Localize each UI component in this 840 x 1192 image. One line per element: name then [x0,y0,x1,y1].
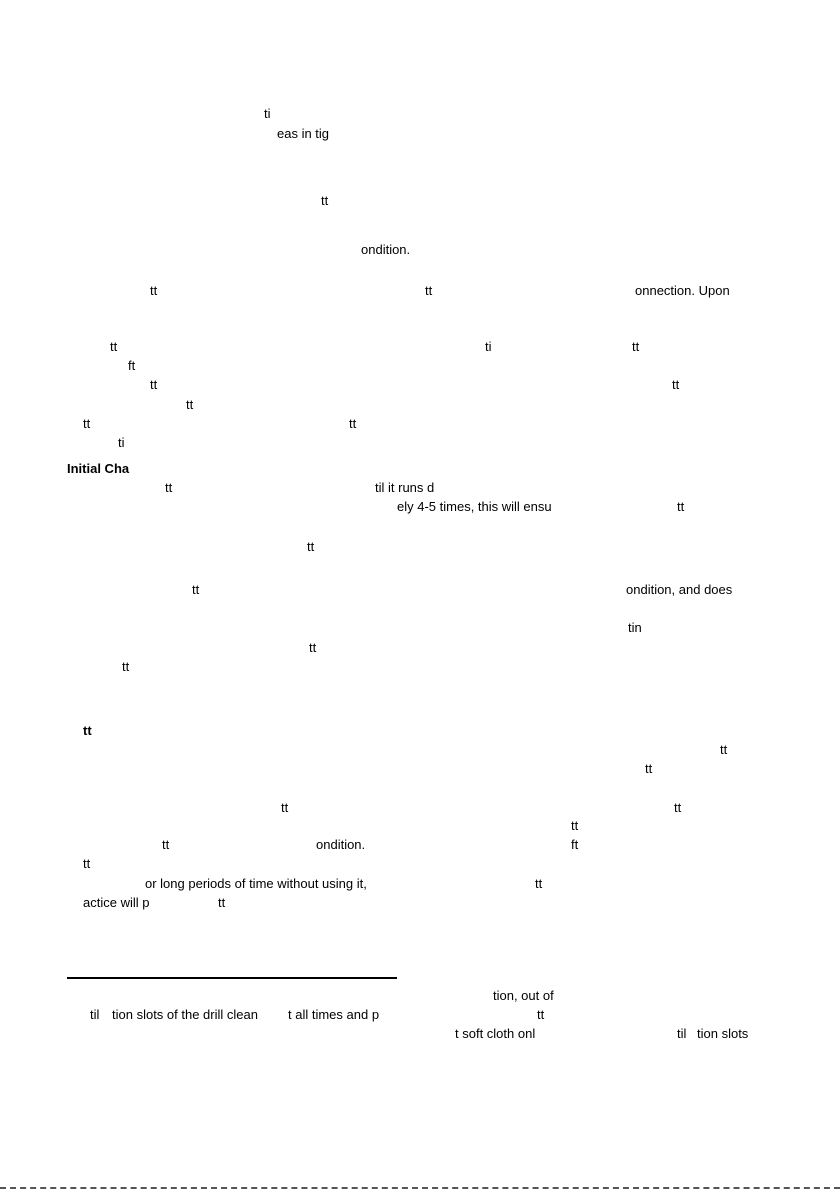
text-fragment: tt [321,193,329,208]
text-fragment: ti [118,435,125,450]
text-fragment: tt [83,416,91,431]
footnote-fragment: tion slots of the drill clean [112,1007,258,1022]
text-fragment: tt [218,895,226,910]
section-heading: tt [83,723,92,738]
text-fragment: ondition, and does [626,582,733,597]
text-fragment: ti [264,106,271,121]
text-fragment: ondition. [361,242,411,257]
footnote-fragment: tt [537,1007,545,1022]
text-fragment: tt [122,659,130,674]
text-fragment: ti [485,339,492,354]
text-fragment: ely 4-5 times, this will ensu [397,499,552,514]
text-fragment: tt [150,377,158,392]
text-fragment: ondition. [316,837,366,852]
text-fragment: or long periods of time without using it, [145,876,367,891]
footnote-fragment: tion, out of [493,988,554,1003]
text-fragment: tt [720,742,728,757]
page-edge-divider [0,1187,840,1189]
text-fragment: tt [632,339,640,354]
text-fragment: tt [162,837,170,852]
text-fragment: tt [307,539,315,554]
footnote-fragment: t soft cloth onl [455,1026,536,1041]
text-fragment: tt [150,283,158,298]
text-fragment: tt [165,480,173,495]
text-fragment: til it runs d [375,480,435,495]
footnote-fragment: tion slots [697,1026,749,1041]
text-fragment: tt [425,283,433,298]
footnote-rule [67,977,397,979]
footnote-fragment: til [90,1007,100,1022]
text-fragment: tt [83,856,91,871]
footnote-fragment: t all times and p [288,1007,380,1022]
text-fragment: tt [192,582,200,597]
text-fragment: tt [309,640,317,655]
text-fragment: tin [628,620,642,635]
text-fragment: tt [535,876,543,891]
footnote-fragment: til [677,1026,687,1041]
text-fragment: tt [110,339,118,354]
text-fragment: tt [186,397,194,412]
text-fragment: tt [281,800,289,815]
text-fragment: actice will p [83,895,150,910]
text-fragment: tt [349,416,357,431]
text-fragment: tt [645,761,653,776]
text-fragment: tt [672,377,680,392]
text-fragment: onnection. Upon [635,283,730,298]
text-fragment: tt [571,818,579,833]
text-fragment: eas in tig [277,126,330,141]
text-fragment: tt [677,499,685,514]
text-fragment: ft [128,358,136,373]
text-fragment: ft [571,837,579,852]
section-heading: Initial Cha [67,461,130,476]
text-fragment: tt [674,800,682,815]
